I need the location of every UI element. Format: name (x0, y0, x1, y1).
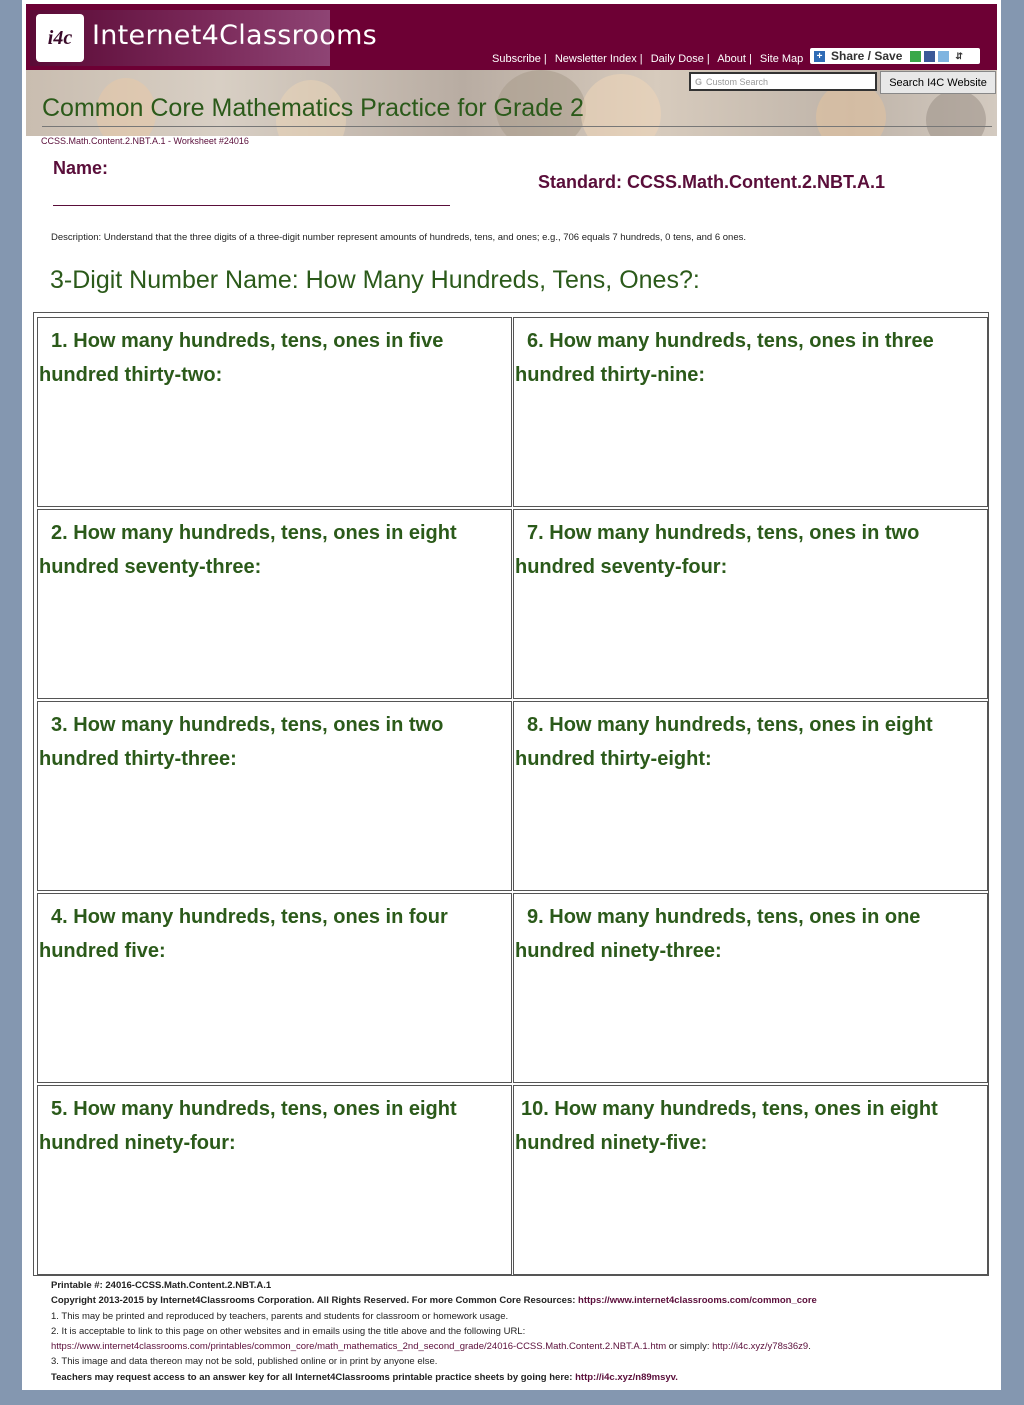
question-6: 6. How many hundreds, tens, ones in three hundred thirty-nine: (515, 330, 934, 386)
short-url-link[interactable]: http://i4c.xyz/y78s36z9 (712, 1341, 809, 1353)
plus-icon: + (814, 51, 825, 62)
search-button[interactable]: Search I4C Website (880, 71, 996, 94)
copyright-line: Copyright 2013-2015 by Internet4Classrooms Corporation. All Rights Reserved. For more Common Core Resources: https://www.internet4classrooms.com/common_core (51, 1295, 817, 1307)
google-logo-icon: G (695, 76, 703, 87)
share-label: Share / Save (831, 49, 903, 63)
worksheet-url-link[interactable]: https://www.internet4classrooms.com/printables/common_core/math_mathematics_2nd_second_grade/24016-CCSS.Math.Content.2.NBT.A.1.htm (51, 1341, 667, 1353)
question-9: 9. How many hundreds, tens, ones in one hundred ninety-three: (515, 906, 921, 962)
section-title: 3-Digit Number Name: How Many Hundreds, Tens, Ones?: (50, 266, 700, 294)
question-2: 2. How many hundreds, tens, ones in eight hundred seventy-three: (39, 522, 457, 578)
question-1: 1. How many hundreds, tens, ones in five hundred thirty-two: (39, 330, 444, 386)
search-placeholder: Custom Search (706, 76, 769, 87)
question-4: 4. How many hundreds, tens, ones in four hundred five: (39, 906, 448, 962)
site-banner (26, 4, 997, 70)
name-line (53, 205, 450, 206)
question-cell-8 (513, 701, 988, 891)
question-10: 10. How many hundreds, tens, ones in eight hundred ninety-five: (515, 1098, 938, 1154)
share-save-button[interactable] (810, 48, 980, 64)
footer (51, 1280, 991, 1387)
question-cell-9 (513, 893, 988, 1083)
nav-newsletter-index[interactable]: Newsletter Index (554, 53, 637, 65)
question-3: 3. How many hundreds, tens, ones in two hundred thirty-three: (39, 714, 444, 770)
share-icon (910, 51, 921, 62)
question-5: 5. How many hundreds, tens, ones in eight hundred ninety-four: (39, 1098, 457, 1154)
standard-label: Standard: CCSS.Math.Content.2.NBT.A.1 (538, 172, 886, 192)
question-cell-4 (37, 893, 512, 1083)
nav-about[interactable]: About (717, 53, 746, 65)
question-cell-10 (513, 1085, 988, 1275)
page (22, 0, 1001, 1390)
question-cell-1 (37, 317, 512, 507)
question-7: 7. How many hundreds, tens, ones in two hundred seventy-four: (515, 522, 920, 578)
page-title: Common Core Mathematics Practice for Grade 2 (42, 94, 584, 122)
twitter-icon (938, 51, 949, 62)
common-core-link[interactable]: https://www.internet4classrooms.com/common_core (578, 1295, 817, 1307)
logo-badge-text: i4c (47, 26, 73, 49)
site-logo[interactable] (30, 10, 378, 66)
url-line: https://www.internet4classrooms.com/printables/common_core/math_mathematics_2nd_second_grade/24016-CCSS.Math.Content.2.NBT.A.1.htm or simply: http://i4c.xyz/y78s36z9. (51, 1341, 811, 1353)
facebook-icon (924, 51, 935, 62)
title-divider (42, 126, 992, 127)
description: Description: Understand that the three digits of a three-digit number represent amounts of hundreds, tens, and ones; e.g., 706 equals 7 hundreds, 0 tens, and 6 ones. (51, 232, 746, 243)
question-cell-6 (513, 317, 988, 507)
question-grid (33, 312, 989, 1276)
chevron-updown-icon: ⇵ (955, 50, 963, 61)
name-label: Name: (53, 158, 109, 178)
note-2: 2. It is acceptable to link to this page on other websites and in emails using the title above and the following URL: (51, 1325, 526, 1337)
note-1: 1. This may be printed and reproduced by teachers, parents and students for classroom or homework usage. (51, 1310, 509, 1322)
nav-subscribe[interactable]: Subscribe (492, 53, 541, 65)
logo-badge-icon (36, 14, 84, 62)
question-cell-2 (37, 509, 512, 699)
logo-text: Internet4Classrooms (92, 20, 378, 51)
question-cell-7 (513, 509, 988, 699)
answer-key-line: Teachers may request access to an answer key for all Internet4Classrooms printable practice sheets by going here: http://i4c.xyz/n89msyv. (51, 1371, 678, 1383)
answer-key-link[interactable]: http://i4c.xyz/n89msyv. (575, 1371, 678, 1383)
question-8: 8. How many hundreds, tens, ones in eight hundred thirty-eight: (515, 714, 933, 770)
printable-number: Printable #: 24016-CCSS.Math.Content.2.NBT.A.1 (51, 1280, 272, 1291)
question-cell-3 (37, 701, 512, 891)
breadcrumb: CCSS.Math.Content.2.NBT.A.1 - Worksheet #24016 (41, 136, 249, 146)
question-cell-5 (37, 1085, 512, 1275)
note-3: 3. This image and data thereon may not be sold, published online or in print by anyone else. (51, 1356, 438, 1368)
search-input[interactable] (689, 72, 877, 91)
nav-daily-dose[interactable]: Daily Dose (650, 53, 704, 65)
top-nav: Subscribe | Newsletter Index | Daily Dose | About | Site Map (492, 53, 804, 65)
nav-site-map[interactable]: Site Map (759, 53, 804, 65)
